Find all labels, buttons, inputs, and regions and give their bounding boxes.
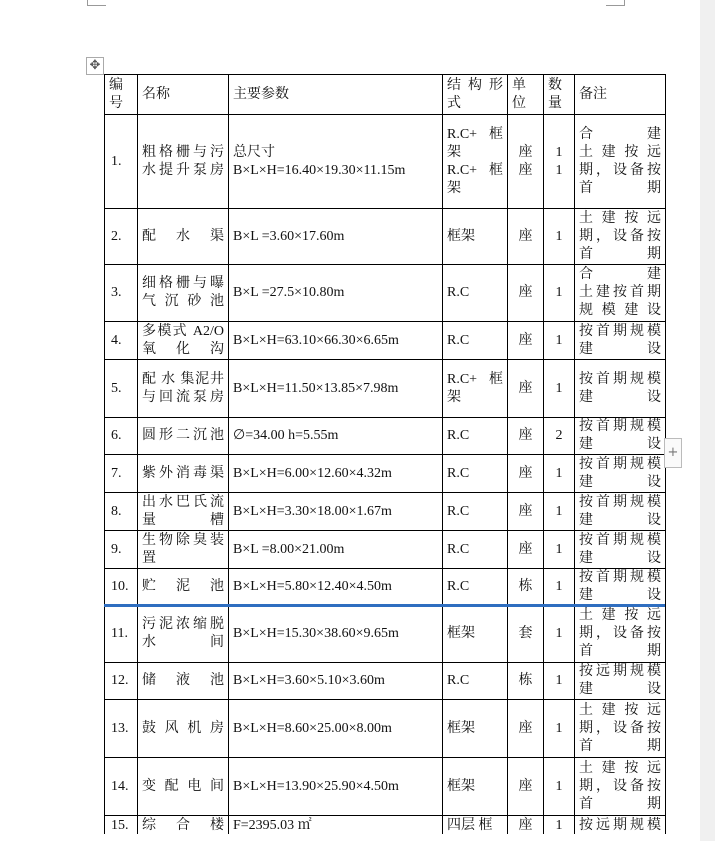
cell-text: 架 — [447, 180, 461, 196]
header-qty[interactable] — [544, 75, 574, 114]
cell-text: 1 — [555, 465, 563, 481]
cell-text: 氧化沟 — [142, 341, 224, 357]
cell-unit[interactable] — [508, 360, 543, 417]
cell-params[interactable] — [229, 209, 442, 264]
cell-text: 1 — [555, 503, 563, 519]
cell-remark[interactable] — [575, 455, 665, 492]
cell-text: 细格栅与曝 — [142, 276, 224, 291]
cell-text: 首期 — [579, 738, 661, 754]
cell-text: 期，设备按 — [579, 720, 661, 736]
cell-unit[interactable] — [508, 605, 543, 662]
cell-text: 鼓风机房 — [142, 720, 224, 736]
cell-name[interactable] — [138, 700, 228, 757]
cell-structure[interactable] — [443, 605, 507, 662]
cell-text: 土 建 按 远 — [579, 607, 661, 623]
cell-qty[interactable] — [544, 758, 574, 815]
cell-text: 栋 — [518, 578, 533, 594]
cell-qty[interactable] — [544, 816, 574, 834]
cell-text: 框架 — [447, 720, 475, 736]
cell-text: 1 — [555, 578, 563, 594]
table-move-handle-icon[interactable]: ✥ — [86, 57, 104, 75]
cell-qty[interactable] — [544, 360, 574, 417]
cell-text: 与回流泵房 — [142, 389, 224, 405]
cell-text: 1 — [555, 625, 563, 641]
cell-text: 按远期规模 — [579, 818, 661, 833]
cell-text: 栋 — [518, 673, 533, 688]
cell-text: 座 — [518, 465, 533, 481]
cell-text: 1. — [111, 153, 122, 169]
cell-text: 四层 框 — [447, 818, 493, 833]
cell-text: 期，设备按 — [579, 162, 661, 178]
cell-remark[interactable] — [575, 322, 665, 359]
cell-text: B×L×H=63.10×66.30×6.65m — [233, 332, 399, 348]
cell-name[interactable] — [138, 605, 228, 662]
cell-unit[interactable] — [508, 531, 543, 568]
cell-text: 量槽 — [142, 512, 224, 528]
cell-text: 座 — [518, 285, 533, 300]
cell-qty[interactable] — [544, 493, 574, 530]
cell-text: 4. — [111, 332, 122, 348]
cell-text: 座 — [518, 380, 533, 396]
cell-text: 座 — [518, 541, 533, 557]
cell-text: 建设 — [579, 389, 661, 405]
cell-text: 8. — [111, 503, 122, 519]
cell-structure[interactable] — [443, 816, 507, 834]
cell-text: R.C — [447, 541, 470, 557]
cell-text: 量 — [548, 95, 562, 111]
cell-text: 座 — [518, 144, 533, 160]
cell-params[interactable] — [229, 360, 442, 417]
cell-text: R.C+ 框 — [447, 371, 503, 387]
cell-text: 出水巴氏流 — [142, 494, 224, 510]
cell-text: B×L×H=3.60×5.10×3.60m — [233, 673, 385, 688]
cell-name[interactable] — [138, 758, 228, 815]
cell-unit[interactable] — [508, 209, 543, 264]
cell-text: 数 — [548, 77, 562, 93]
cell-text: 套 — [518, 625, 533, 641]
cell-qty[interactable] — [544, 605, 574, 662]
cell-text: 合建 — [579, 126, 661, 142]
cell-qty[interactable] — [544, 115, 574, 208]
cell-text: 建设 — [579, 550, 661, 566]
header-name[interactable] — [138, 75, 228, 114]
cell-text: B×L×H=5.80×12.40×4.50m — [233, 578, 392, 594]
cell-name[interactable] — [138, 209, 228, 264]
cell-unit[interactable] — [508, 455, 543, 492]
cell-structure[interactable] — [443, 418, 507, 454]
cell-text: B×L =8.00×21.00m — [233, 541, 345, 557]
cell-text: 建设 — [579, 682, 661, 697]
cell-text: R.C — [447, 503, 470, 519]
cell-text: 气沉砂池 — [142, 294, 224, 309]
cell-text: 期，设备按 — [579, 228, 661, 244]
cell-structure[interactable] — [443, 531, 507, 568]
cell-text: 期，设备按 — [579, 625, 661, 641]
cell-no[interactable] — [105, 209, 137, 264]
cell-qty[interactable] — [544, 569, 574, 604]
cell-text: R.C+ 框 — [447, 126, 503, 142]
cell-no[interactable] — [105, 322, 137, 359]
cell-text: 11. — [111, 625, 128, 641]
cell-structure[interactable] — [443, 265, 507, 321]
cell-structure[interactable] — [443, 115, 507, 208]
cell-remark[interactable] — [575, 816, 665, 834]
cell-text: 总尺寸 — [233, 144, 275, 160]
cell-text: 1 — [555, 285, 563, 300]
cell-text: B×L×H=16.40×19.30×11.15m — [233, 162, 406, 178]
cell-unit[interactable] — [508, 663, 543, 699]
cell-text: 按首期规模 — [579, 532, 661, 548]
header-structure[interactable] — [443, 75, 507, 114]
cell-text: 1 — [555, 673, 563, 688]
cell-text: 1 — [555, 144, 563, 160]
cell-text: 1 — [555, 380, 563, 396]
cell-text: B×L×H=11.50×13.85×7.98m — [233, 380, 399, 396]
cell-text: 1 — [555, 228, 563, 244]
cell-structure[interactable] — [443, 455, 507, 492]
cell-text: 按远期规模 — [579, 664, 661, 679]
cell-text: 建设 — [579, 512, 661, 528]
cell-remark[interactable] — [575, 605, 665, 662]
cell-name[interactable] — [138, 569, 228, 604]
cell-name[interactable] — [138, 265, 228, 321]
cell-qty[interactable] — [544, 455, 574, 492]
cell-text: R.C — [447, 332, 470, 348]
cell-text: 座 — [518, 428, 533, 443]
cell-unit[interactable] — [508, 418, 543, 454]
cell-params[interactable] — [229, 816, 442, 834]
cell-no[interactable] — [105, 758, 137, 815]
cell-text: 1 — [555, 720, 563, 736]
cell-params[interactable] — [229, 455, 442, 492]
cell-text: 1 — [555, 332, 563, 348]
cell-remark[interactable] — [575, 758, 665, 815]
cell-text: 座 — [518, 818, 533, 833]
cell-remark[interactable] — [575, 265, 665, 321]
cell-params[interactable] — [229, 115, 442, 208]
cell-text: 主要参数 — [233, 86, 289, 102]
cell-qty[interactable] — [544, 418, 574, 454]
cell-text: 污泥浓缩脱 — [142, 616, 224, 632]
cell-name[interactable] — [138, 360, 228, 417]
cell-no[interactable] — [105, 360, 137, 417]
cell-text: 1 — [555, 818, 563, 833]
cell-text: 2. — [111, 228, 122, 244]
add-column-icon[interactable]: + — [664, 438, 682, 468]
cell-text: 按首期规模 — [579, 569, 661, 585]
cell-no[interactable] — [105, 115, 137, 208]
cell-remark[interactable] — [575, 569, 665, 604]
cell-text: 水提升泵房 — [142, 162, 224, 178]
cell-text: 土建按首期 — [579, 285, 661, 300]
cell-remark[interactable] — [575, 360, 665, 417]
cell-text: 合建 — [579, 267, 661, 282]
cell-params[interactable] — [229, 700, 442, 757]
cell-no[interactable] — [105, 605, 137, 662]
cell-name[interactable] — [138, 115, 228, 208]
cell-remark[interactable] — [575, 115, 665, 208]
cell-text: 9. — [111, 541, 122, 557]
cell-text: 粗格栅与污 — [142, 144, 224, 160]
cell-structure[interactable] — [443, 209, 507, 264]
cell-text: 水间 — [142, 634, 224, 650]
cell-text: 圆形二沉池 — [142, 428, 224, 443]
cell-text: R.C — [447, 428, 470, 443]
cell-text: 变配电间 — [142, 778, 224, 794]
cell-params[interactable] — [229, 663, 442, 699]
cell-no[interactable] — [105, 700, 137, 757]
cell-name[interactable] — [138, 493, 228, 530]
cell-no[interactable] — [105, 265, 137, 321]
cell-qty[interactable] — [544, 663, 574, 699]
cell-text: 备注 — [579, 86, 607, 102]
cell-text: 建设 — [579, 587, 661, 603]
cell-params[interactable] — [229, 758, 442, 815]
cell-name[interactable] — [138, 816, 228, 834]
cell-unit[interactable] — [508, 569, 543, 604]
cell-text: 1 — [555, 162, 563, 178]
cell-name[interactable] — [138, 322, 228, 359]
cell-remark[interactable] — [575, 531, 665, 568]
cell-remark[interactable] — [575, 209, 665, 264]
cell-text: 框架 — [447, 778, 475, 794]
cell-text: 按首期规模 — [579, 323, 661, 339]
facility-table — [104, 74, 665, 834]
cell-text: 建设 — [579, 341, 661, 357]
cell-text: 紫外消毒渠 — [142, 465, 224, 481]
cell-text: 土 建 按 远 — [579, 760, 661, 776]
cell-no[interactable] — [105, 493, 137, 530]
cell-name[interactable] — [138, 418, 228, 454]
cell-params[interactable] — [229, 493, 442, 530]
page-corner-mark — [606, 0, 625, 6]
cell-text: 号 — [109, 95, 123, 111]
cell-text: 5. — [111, 380, 122, 396]
cell-text: 首期 — [579, 643, 661, 659]
header-unit[interactable] — [508, 75, 543, 114]
cell-text: 规模建设 — [579, 303, 661, 318]
cell-remark[interactable] — [575, 418, 665, 454]
cell-text: 首期 — [579, 180, 661, 196]
cell-text: 结 构 形 — [447, 77, 503, 93]
cell-qty[interactable] — [544, 531, 574, 568]
cell-text: 座 — [518, 778, 533, 794]
cell-text: 14. — [111, 778, 129, 794]
cell-text: 13. — [111, 720, 129, 736]
cell-text: 建设 — [579, 474, 661, 490]
cell-text: 6. — [111, 428, 122, 443]
cell-text: 座 — [518, 332, 533, 348]
cell-unit[interactable] — [508, 700, 543, 757]
cell-text: 2 — [555, 428, 563, 443]
cell-text: 名称 — [142, 86, 170, 102]
header-no[interactable] — [105, 75, 137, 114]
cell-params[interactable] — [229, 322, 442, 359]
cell-text: 建设 — [579, 437, 661, 452]
cell-text: 置 — [142, 550, 156, 566]
cell-text: 土 建 按 远 — [579, 210, 661, 226]
cell-text: R.C — [447, 285, 470, 300]
cell-text: 座 — [518, 720, 533, 736]
page-corner-mark — [87, 0, 106, 6]
cell-text: B×L×H=6.00×12.60×4.32m — [233, 465, 392, 481]
cell-text: 架 — [447, 144, 461, 160]
cell-text: R.C — [447, 465, 470, 481]
cell-remark[interactable] — [575, 493, 665, 530]
cell-text: 架 — [447, 389, 461, 405]
cell-text: 1 — [555, 778, 563, 794]
cell-params[interactable] — [229, 531, 442, 568]
cell-text: 15. — [111, 818, 129, 833]
cell-name[interactable] — [138, 531, 228, 568]
cell-text: 首期 — [579, 246, 661, 262]
cell-text: 配水渠 — [142, 228, 224, 244]
cell-text: 贮泥池 — [142, 578, 224, 594]
cell-text: 位 — [512, 95, 526, 111]
cell-text: 按首期规模 — [579, 494, 661, 510]
cell-name[interactable] — [138, 663, 228, 699]
cell-text: B×L×H=3.30×18.00×1.67m — [233, 503, 392, 519]
cell-text: 3. — [111, 285, 122, 300]
cell-text: 按首期规模 — [579, 419, 661, 434]
cell-text: 按首期规模 — [579, 456, 661, 472]
cell-no[interactable] — [105, 418, 137, 454]
cell-text: 土 建 按 远 — [579, 144, 661, 160]
cell-text: 首期 — [579, 796, 661, 812]
cell-text: R.C — [447, 578, 470, 594]
cell-qty[interactable] — [544, 700, 574, 757]
cell-text: B×L =27.5×10.80m — [233, 285, 345, 300]
cell-unit[interactable] — [508, 115, 543, 208]
cell-unit[interactable] — [508, 493, 543, 530]
cell-text: 10. — [111, 578, 129, 594]
cell-structure[interactable] — [443, 493, 507, 530]
cell-text: B×L×H=8.60×25.00×8.00m — [233, 720, 392, 736]
cell-name[interactable] — [138, 455, 228, 492]
cell-text: 单 — [512, 77, 526, 93]
cell-text: 框架 — [447, 228, 475, 244]
cell-text: 7. — [111, 465, 122, 481]
cell-no[interactable] — [105, 531, 137, 568]
cell-unit[interactable] — [508, 265, 543, 321]
cell-text: ∅=34.00 h=5.55m — [233, 428, 339, 443]
header-params[interactable] — [229, 75, 442, 114]
cell-text: B×L×H=13.90×25.90×4.50m — [233, 778, 399, 794]
cell-no[interactable] — [105, 455, 137, 492]
cell-text: 土 建 按 远 — [579, 702, 661, 718]
cell-structure[interactable] — [443, 322, 507, 359]
cell-text: 多模式 A2/O — [142, 323, 224, 339]
cell-no[interactable] — [105, 569, 137, 604]
cell-text: 式 — [447, 95, 461, 111]
cell-structure[interactable] — [443, 700, 507, 757]
cell-text: 按首期规模 — [579, 371, 661, 387]
cell-remark[interactable] — [575, 663, 665, 699]
cell-text: 生物除臭装 — [142, 532, 224, 548]
cell-text: 1 — [555, 541, 563, 557]
cell-text: 座 — [518, 162, 533, 178]
cell-params[interactable] — [229, 569, 442, 604]
cell-text: 座 — [518, 228, 533, 244]
cell-params[interactable] — [229, 418, 442, 454]
cell-text: B×L =3.60×17.60m — [233, 228, 345, 244]
cell-text: 座 — [518, 503, 533, 519]
cell-text: 框架 — [447, 625, 475, 641]
cell-no[interactable] — [105, 816, 137, 834]
cell-unit[interactable] — [508, 758, 543, 815]
cell-text: F=2395.03 ㎡ — [233, 818, 312, 833]
cell-remark[interactable] — [575, 700, 665, 757]
cell-no[interactable] — [105, 663, 137, 699]
cell-text: 编 — [109, 77, 123, 93]
cell-structure[interactable] — [443, 663, 507, 699]
cell-unit[interactable] — [508, 816, 543, 834]
cell-text: R.C — [447, 673, 470, 688]
cell-text: 期，设备按 — [579, 778, 661, 794]
header-remark[interactable] — [575, 75, 665, 114]
cell-text: 综合楼 — [142, 818, 224, 833]
cell-qty[interactable] — [544, 265, 574, 321]
cell-qty[interactable] — [544, 209, 574, 264]
cell-qty[interactable] — [544, 322, 574, 359]
cell-params[interactable] — [229, 265, 442, 321]
cell-structure[interactable] — [443, 758, 507, 815]
cell-params[interactable] — [229, 605, 442, 662]
cell-structure[interactable] — [443, 360, 507, 417]
cell-structure[interactable] — [443, 569, 507, 604]
cell-text: B×L×H=15.30×38.60×9.65m — [233, 625, 399, 641]
cell-unit[interactable] — [508, 322, 543, 359]
cell-text: 储液池 — [142, 673, 224, 688]
cell-text: 配 水 集泥井 — [142, 371, 224, 387]
cell-text: R.C+ 框 — [447, 162, 503, 178]
cell-text: 12. — [111, 673, 129, 688]
